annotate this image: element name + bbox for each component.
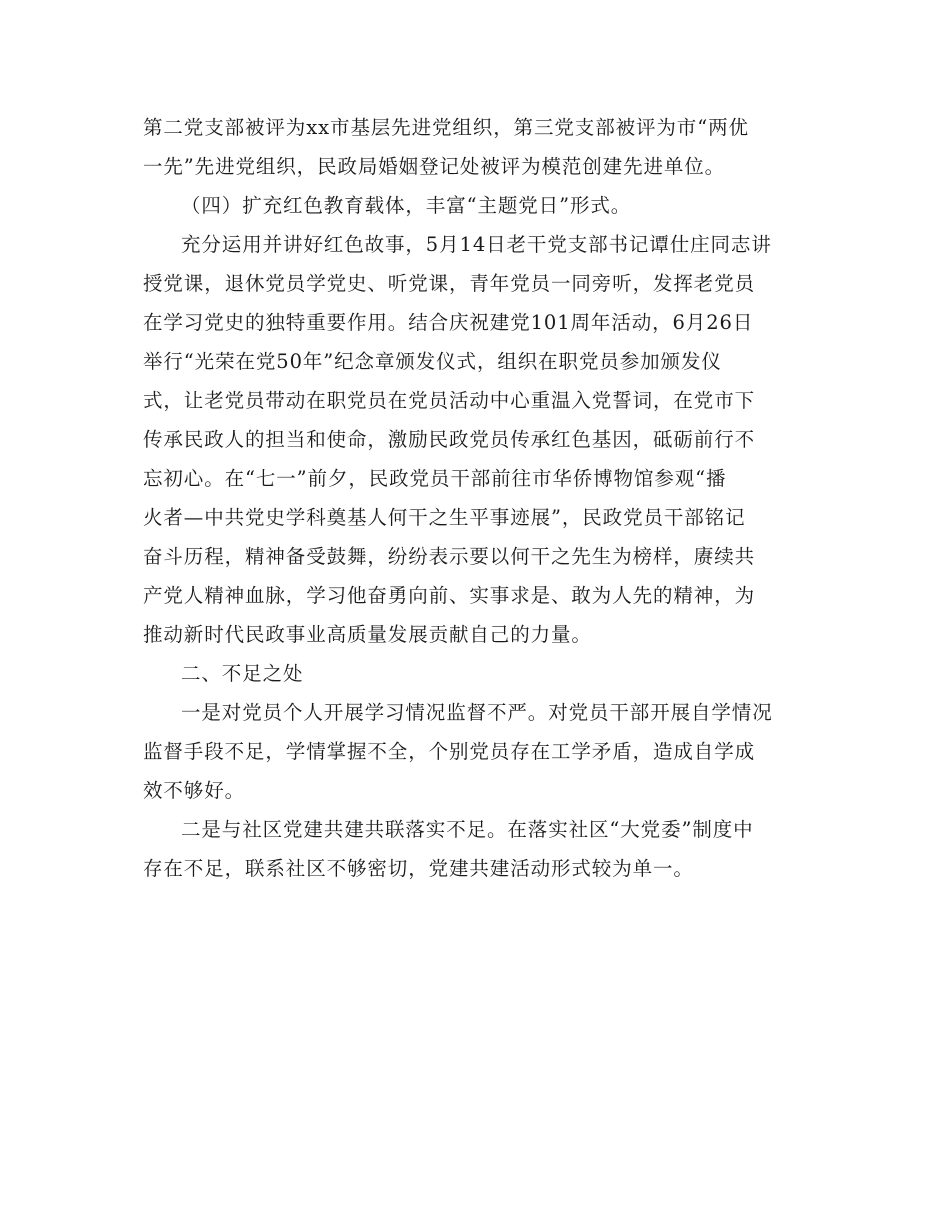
text-line: 式，让老党员带动在职党员在党员活动中心重温入党誓词，在党市下 — [143, 389, 756, 412]
paragraph-para-1 — [143, 108, 809, 186]
document-body — [143, 108, 809, 888]
text-line: 产党人精神血脉，学习他奋勇向前、实事求是、敢为人先的精神，为 — [143, 584, 756, 607]
document-page — [143, 108, 809, 888]
text-line: 传承民政人的担当和使命，激励民政党员传承红色基因，砥砺前行不 — [143, 428, 756, 451]
text-line: 一先”先进党组织，民政局婚姻登记处被评为模范创建先进单位。 — [143, 155, 726, 178]
text-line: 效不够好。 — [143, 779, 246, 802]
paragraph-para-2 — [143, 225, 809, 654]
text-line: 一是对党员个人开展学习情况监督不严。对党员干部开展自学情况 — [181, 701, 773, 724]
text-line: （四）扩充红色教育载体，丰富“主题党日”形式。 — [181, 194, 632, 217]
text-line: 举行“光荣在党50年”纪念章颁发仪式，组织在职党员参加颁发仪 — [143, 350, 722, 373]
text-line: 存在不足，联系社区不够密切，党建共建活动形式较为单一。 — [143, 857, 694, 880]
paragraph-para-4 — [143, 810, 809, 888]
text-line: 火者—中共党史学科奠基人何干之生平事迹展”，民政党员干部铭记 — [143, 506, 746, 529]
text-line: 监督手段不足，学情掌握不全，个别党员存在工学矛盾，造成自学成 — [143, 740, 756, 763]
text-line: 授党课，退休党员学党史、听党课，青年党员一同旁听，发挥老党员 — [143, 272, 756, 295]
text-line: 二是与社区党建共建共联落实不足。在落实社区“大党委”制度中 — [181, 818, 754, 841]
paragraph-heading-2 — [143, 654, 809, 693]
text-line: 推动新时代民政事业高质量发展贡献自己的力量。 — [143, 623, 592, 646]
text-line: 第二党支部被评为xx市基层先进党组织，第三党支部被评为市“两优 — [143, 116, 749, 139]
paragraph-para-3 — [143, 693, 809, 810]
text-line: 忘初心。在“七一”前夕，民政党员干部前往市华侨博物馆参观“播 — [143, 467, 727, 490]
text-line: 奋斗历程，精神备受鼓舞，纷纷表示要以何干之先生为榜样，赓续共 — [143, 545, 756, 568]
text-line: 二、不足之处 — [181, 662, 304, 685]
text-line: 充分运用并讲好红色故事，5月14日老干党支部书记谭仕庄同志讲 — [181, 233, 772, 256]
paragraph-heading-4 — [143, 186, 809, 225]
text-line: 在学习党史的独特重要作用。结合庆祝建党101周年活动，6月26日 — [143, 311, 754, 334]
